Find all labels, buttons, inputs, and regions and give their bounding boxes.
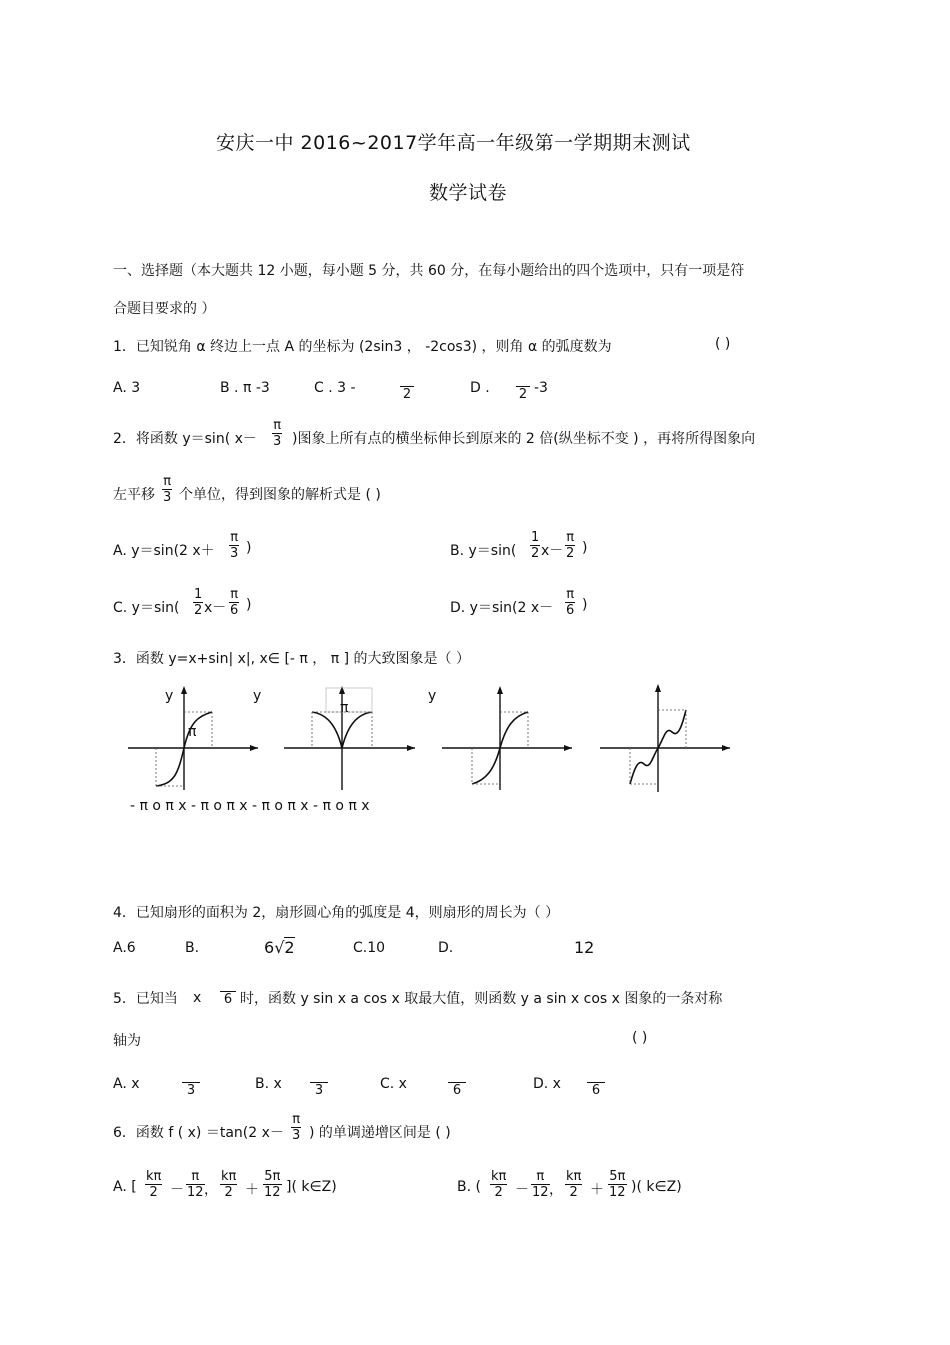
q4-option-d: D. xyxy=(438,940,454,956)
q6-option-a-close: ]( k∈Z) xyxy=(286,1179,337,1195)
q6-option-b-close: )( k∈Z) xyxy=(631,1179,682,1195)
q2-stem-a: 2．将函数 y＝sin( x－ xyxy=(113,431,257,447)
q6-option-b-op1: － xyxy=(515,1182,529,1198)
q1-option-d-tail: -3 xyxy=(534,380,548,396)
q5-option-b: B. x xyxy=(255,1076,282,1092)
q6-option-b-fraction3: $\frac{k\pi}{2}$ xyxy=(566,1169,582,1200)
q2-option-c-close: ) xyxy=(246,597,252,613)
q5-stem-fraction: 6 xyxy=(220,985,236,1007)
q2-option-d-fraction: $\frac{\pi}{6}$ xyxy=(566,587,575,618)
q5-stem-b: 时，函数 y sin x a cos x 取最大值，则函数 y a sin x cos x 图象的一条对称 xyxy=(240,991,723,1007)
q5-option-c: C. x xyxy=(380,1076,407,1092)
q2-option-c-fraction1: $\frac{1}{2}$ xyxy=(194,587,203,618)
q3-stem: 3．函数 y=x+sin| x|, x∈ [- π ， π ] 的大致图象是（ ） xyxy=(113,651,470,667)
q6-option-a-op3: ＋ xyxy=(245,1182,259,1198)
q2-option-a-fraction: $\frac{\pi}{3}$ xyxy=(230,530,239,561)
q6-option-a-fraction3: $\frac{k\pi}{2}$ xyxy=(221,1169,237,1200)
q5-option-b-fraction: 3 xyxy=(310,1076,328,1098)
q2-option-b-fraction2: $\frac{\pi}{2}$ xyxy=(566,530,575,561)
q6-option-a-fraction4: $\frac{5\pi}{12}$ xyxy=(264,1169,281,1200)
q3-graph-a-pi-label: π xyxy=(188,724,197,740)
q6-option-a-op2: ， xyxy=(204,1182,218,1198)
page-title: 安庆一中 2016~2017学年高一年级第一学期期末测试 xyxy=(216,132,691,154)
q3-graph-c xyxy=(442,686,572,790)
q3-graph-b-pi-label: π xyxy=(340,700,349,716)
q2-option-b-mid: x－ xyxy=(541,543,564,559)
q6-stem-fraction: $\frac{\pi}{3}$ xyxy=(292,1112,301,1143)
q3-graph-b xyxy=(284,686,415,790)
q1-answer-paren: ( ) xyxy=(715,336,731,352)
q2-line2-b: 个单位，得到图象的解析式是 ( ) xyxy=(179,487,381,503)
page-subtitle: 数学试卷 xyxy=(429,182,508,204)
q1-option-a: A. 3 xyxy=(113,380,141,396)
q5-option-c-fraction: 6 xyxy=(448,1076,466,1098)
q6-option-b: B. ( xyxy=(457,1179,481,1195)
q2-option-b: B. y＝sin( xyxy=(450,543,517,559)
q1-option-b: B . π -3 xyxy=(220,380,270,396)
section-intro-line1: 一、选择题（本大题共 12 小题，每小题 5 分，共 60 分，在每小题给出的四个选项中，只有一项是符 xyxy=(113,263,745,279)
q2-line2-fraction: $\frac{\pi}{3}$ xyxy=(163,474,172,505)
q5-option-a: A. x xyxy=(113,1076,140,1092)
q1-stem: 1．已知锐角 α 终边上一点 A 的坐标为 (2sin3 ， -2cos3) ，则角 α 的弧度数为 xyxy=(113,339,612,355)
q3-axis-labels: - π o π x - π o π x - π o π x - π o π x xyxy=(130,798,370,814)
q4-stem: 4．已知扇形的面积为 2，扇形圆心角的弧度是 4，则扇形的周长为（ ） xyxy=(113,905,560,921)
q5-option-d-fraction: 6 xyxy=(587,1076,605,1098)
q6-option-a: A. [ xyxy=(113,1179,137,1195)
q2-option-c-fraction2: $\frac{\pi}{6}$ xyxy=(230,587,239,618)
q5-answer-paren: ( ) xyxy=(632,1030,648,1046)
q4-option-b-value: 6√2 xyxy=(264,938,295,957)
section-intro-line2: 合题目要求的 ） xyxy=(113,301,216,317)
q2-option-b-fraction1: $\frac{1}{2}$ xyxy=(531,530,540,561)
q1-option-c-fraction: 2 xyxy=(400,380,414,402)
q6-option-a-fraction1: $\frac{k\pi}{2}$ xyxy=(146,1169,162,1200)
q2-stem-fraction: $\frac{\pi}{3}$ xyxy=(273,418,282,449)
q6-option-b-op3: ＋ xyxy=(590,1182,604,1198)
q1-option-d: D . xyxy=(470,380,490,396)
q2-option-c: C. y＝sin( xyxy=(113,600,180,616)
q5-stem-x: x xyxy=(193,990,202,1006)
q4-option-d-value: 12 xyxy=(574,938,595,957)
sqrt-icon: √ xyxy=(274,938,285,957)
q6-stem-b: ) 的单调递增区间是 ( ) xyxy=(309,1125,451,1141)
q5-line2: 轴为 xyxy=(113,1033,141,1049)
q2-option-a: A. y＝sin(2 x＋ xyxy=(113,543,215,559)
q2-line2-a: 左平移 xyxy=(113,487,155,503)
q4-option-a: A.6 xyxy=(113,940,136,956)
q6-option-b-fraction1: $\frac{k\pi}{2}$ xyxy=(491,1169,507,1200)
q6-option-a-op1: － xyxy=(170,1182,184,1198)
q5-option-a-fraction: 3 xyxy=(182,1076,200,1098)
q6-option-a-fraction2: $\frac{\pi}{12}$ xyxy=(187,1169,204,1200)
q3-graph-b-y-label: y xyxy=(253,688,262,704)
q5-stem-a: 5．已知当 xyxy=(113,991,178,1007)
q3-graph-a-y-label: y xyxy=(165,688,174,704)
q2-stem-b: )图象上所有点的横坐标伸长到原来的 2 倍(纵坐标不变 ) ，再将所得图象向 xyxy=(292,431,756,447)
q4-option-c: C.10 xyxy=(353,940,386,956)
q3-graph-d xyxy=(600,684,730,792)
q6-option-b-fraction2: $\frac{\pi}{12}$ xyxy=(532,1169,549,1200)
q2-option-b-close: ) xyxy=(582,540,588,556)
q2-option-c-mid: x－ xyxy=(204,600,227,616)
q5-option-d: D. x xyxy=(533,1076,561,1092)
q4-option-b: B. xyxy=(185,940,200,956)
q6-stem-a: 6．函数 f ( x) ＝tan(2 x－ xyxy=(113,1125,284,1141)
q1-option-d-fraction: 2 xyxy=(516,380,530,402)
q6-option-b-op2: ， xyxy=(549,1182,563,1198)
q1-option-c: C . 3 - xyxy=(314,380,356,396)
q2-option-d-close: ) xyxy=(582,597,588,613)
q2-option-d: D. y＝sin(2 x－ xyxy=(450,600,554,616)
q3-graph-c-y-label: y xyxy=(428,688,437,704)
q6-option-b-fraction4: $\frac{5\pi}{12}$ xyxy=(609,1169,626,1200)
q2-option-a-close: ) xyxy=(246,540,252,556)
